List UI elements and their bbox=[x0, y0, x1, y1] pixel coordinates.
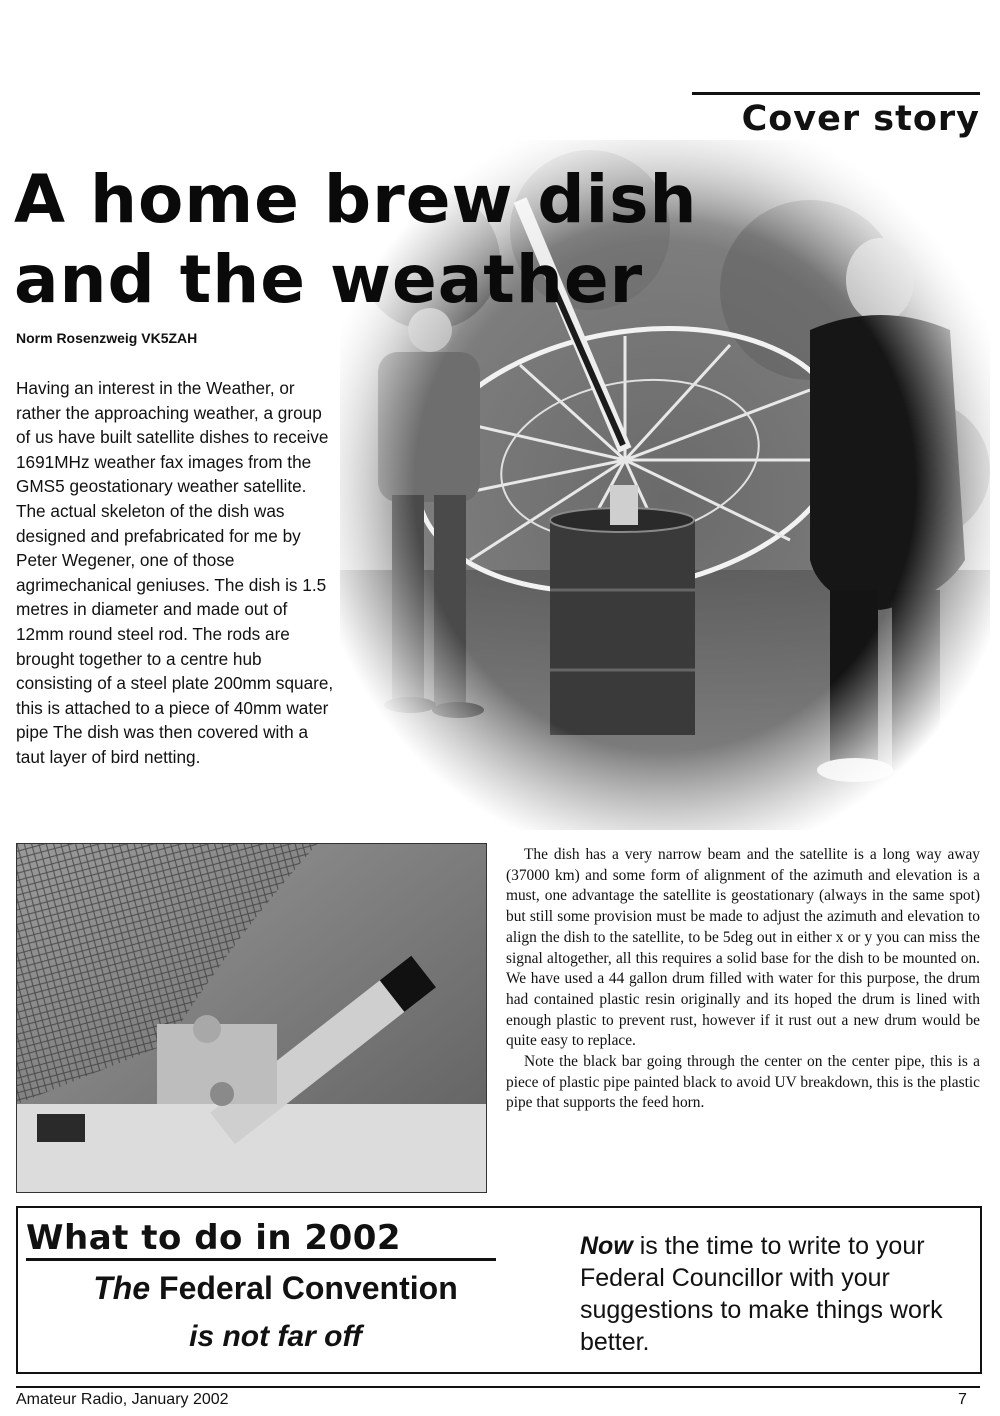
intro-paragraph: Having an interest in the Weather, or rather the approaching weather, a group of us have built satellite dishes to receive 1691MHz weather fax images from the GMS5 geostationary weather satellite. The actual skeleton of the dish was designed and prefabricated for me by Peter Wegener, one of those agrimechanical geniuses. The dish is 1.5 metres in diameter and made out of 12mm round steel rod. The rods are brought together to a centre hub consisting of a steel plate 200mm square, this is attached to a piece of 40mm water pipe The dish was then covered with a taut layer of bird netting. bbox=[16, 378, 334, 767]
notice-subheading-bold: Federal Convention bbox=[159, 1270, 458, 1306]
body-paragraph-1: The dish has a very narrow beam and the satellite is a long way away (37000 km) and some form of alignment of the azimuth and elevation is a must, one advantage the satellite is geostationary (always in the same spot) but still some provision must be made to adjust the azimuth and elevation to align the dish to the satellite, to be 5deg out in either x or y you can miss the signal altogether, all this requires a solid base for the dish to be mounted on. We have used a 44 gallon drum filled with water for this purpose, the drum had contained plastic resin originally and its hoped the drum is lined with enough plastic to prevent rust, however if it rust out a new drum would be quite easy to replace. bbox=[506, 846, 980, 1050]
headline bbox=[14, 160, 734, 320]
headline-line-1: A home brew dish bbox=[14, 161, 698, 238]
footer-page-number: 7 bbox=[958, 1391, 967, 1408]
footer-rule bbox=[16, 1386, 980, 1388]
section-tag bbox=[692, 92, 980, 144]
byline: Norm Rosenzweig VK5ZAH bbox=[16, 330, 198, 346]
headline-line-2: and the weather bbox=[14, 241, 644, 318]
notice-message-text: is the time to write to your Federal Councillor with your suggestions to make things work better. bbox=[580, 1232, 943, 1356]
body-paragraph-2: Note the black bar going through the center on the center pipe, this is a piece of plastic pipe painted black to avoid UV breakdown, this is the plastic pipe that supports the feed horn. bbox=[506, 1053, 980, 1112]
notice-heading: What to do in 2002 bbox=[26, 1218, 496, 1261]
notice-box bbox=[16, 1206, 982, 1374]
notice-subheading-2: is not far off bbox=[189, 1320, 362, 1353]
bracket-photo bbox=[16, 843, 487, 1193]
footer-publication: Amateur Radio, January 2002 bbox=[16, 1391, 229, 1408]
notice-subheading-italic: The bbox=[93, 1270, 151, 1306]
section-tag-label: Cover story bbox=[741, 99, 980, 139]
body-text bbox=[506, 845, 980, 1114]
notice-message-emphasis: Now bbox=[580, 1232, 633, 1260]
notice-message bbox=[580, 1230, 970, 1358]
notice-subheading bbox=[18, 1268, 533, 1308]
